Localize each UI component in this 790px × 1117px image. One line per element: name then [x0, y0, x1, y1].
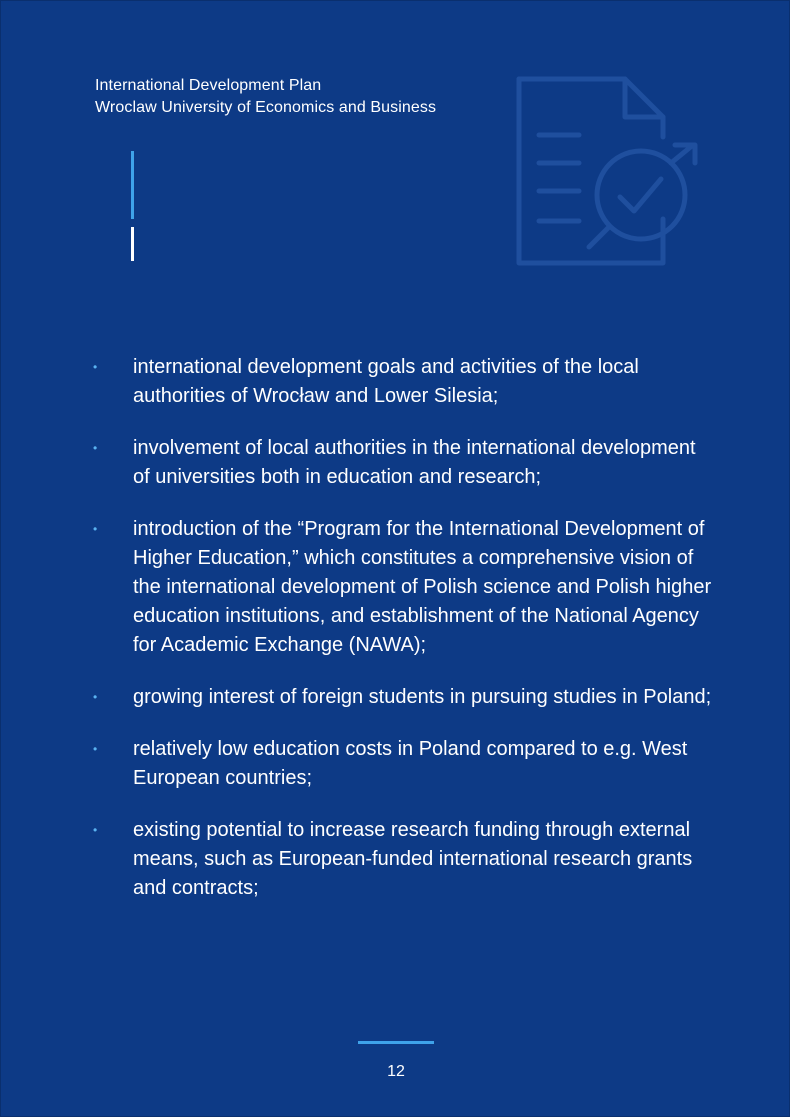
list-item: [93, 434, 713, 492]
bullet-marker: •: [93, 823, 98, 837]
bullet-marker: •: [93, 441, 98, 455]
bullet-marker: •: [93, 522, 98, 536]
list-item-text: introduction of the “Program for the International Development of Higher Education,” which constitutes a comprehensive vision of the international development of Polish science and Polish higher education institutions, and establishment of the National Agency for Academic Exchange (NAWA);: [133, 518, 712, 656]
bullet-marker: •: [93, 690, 98, 704]
header-title: International Development Plan: [95, 77, 322, 94]
list-item: [93, 683, 713, 712]
accent-line-white: [131, 227, 134, 261]
accent-line-blue: [131, 151, 134, 219]
accent-line: [131, 151, 134, 261]
header-subtitle: Wroclaw University of Economics and Business: [95, 99, 437, 116]
list-item-text: growing interest of foreign students in pursuing studies in Poland;: [133, 686, 712, 708]
bullet-marker: •: [93, 742, 98, 756]
list-item: [93, 353, 713, 411]
document-checkmark-arrow-icon: [513, 71, 703, 271]
list-item-text: relatively low education costs in Poland compared to e.g. West European countries;: [133, 738, 688, 789]
bullet-list: [93, 353, 713, 926]
list-item: [93, 515, 713, 660]
page-number: 12: [387, 1063, 405, 1080]
list-item-text: existing potential to increase research funding through external means, such as European-funded international research grants and contracts;: [133, 819, 693, 899]
list-item-text: involvement of local authorities in the international development of universities both in education and research;: [133, 437, 696, 488]
list-item: [93, 735, 713, 793]
list-item: [93, 816, 713, 903]
bullet-marker: •: [93, 360, 98, 374]
document-header: [95, 75, 436, 119]
list-item-text: international development goals and activities of the local authorities of Wrocław and Lower Silesia;: [133, 356, 639, 407]
footer-divider: [358, 1041, 434, 1044]
